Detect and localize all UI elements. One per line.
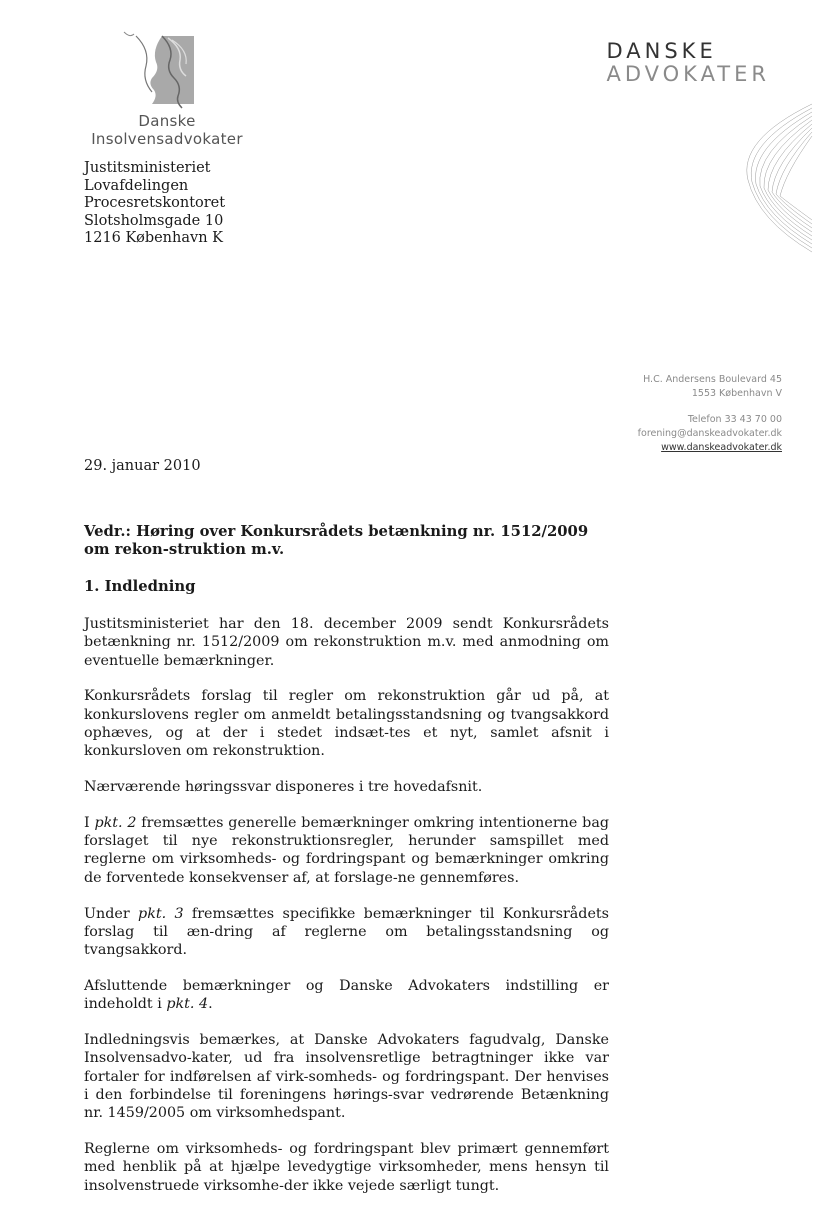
letter-body (84, 523, 609, 1212)
recipient-address (84, 160, 225, 248)
danske-insolvensadvokater-logo (82, 30, 252, 148)
logo-left-line2: Insolvensadvokater (91, 130, 243, 148)
sender-website-link[interactable]: www.danskeadvokater.dk (661, 442, 782, 453)
sender-phone: Telefon 33 43 70 00 (687, 414, 782, 425)
section-reference: pkt. 3 (138, 905, 184, 922)
paragraph: Nærværende høringssvar disponeres i tre hovedafsnit. (84, 779, 483, 796)
face-logo-icon (122, 30, 196, 110)
paragraph: Under pkt. 3 fremsættes specifikke bemærkninger til Konkursrådets forslag til æn-dring af reglerne om betalingsstandsning og tvangsakkord. (84, 905, 609, 959)
sender-email[interactable]: forening@danskeadvokater.dk (637, 428, 782, 439)
paragraph: Reglerne om virksomheds- og fordringspant blev primært gennemført med henblik på at hjælpe levedygtige virksomheder, mens hensyn til insolvenstruede virksomhe-der ikke vejede særligt tungt. (84, 1141, 609, 1194)
logo-right-line1: DANSKE (606, 39, 717, 63)
sender-city: 1553 København V (691, 388, 782, 399)
danske-advokater-logo (606, 40, 770, 86)
decorative-swirl-icon (728, 100, 814, 260)
paragraph: Indledningsvis bemærkes, at Danske Advokaters fagudvalg, Danske Insolvensadvo-kater, ud fra insolvensretlige betragtninger ikke var fortaler for indførelsen af virk-somheds- og fordringspant. Der henvises i den forbindelse til foreningens hørings-svar vedrørende Betænkning nr. 1459/2005 om virksomhedspant. (84, 1032, 609, 1122)
paragraph: Justitsministeriet har den 18. december 2009 sendt Konkursrådets betænkning nr. 1512/2009 om rekonstruktion m.v. med anmodning om eventuelle bemærkninger. (84, 616, 609, 669)
recipient-line: Procesretskontoret (84, 195, 226, 211)
logo-left-line1: Danske (138, 112, 196, 130)
paragraph: I pkt. 2 fremsættes generelle bemærkninger omkring intentionerne bag forslaget til nye rekonstruktionsregler, herunder samspillet med reglerne om virksomheds- og fordringspant og bemærkninger omkring de forventede konsekvenser af, at forslage-ne gennemføres. (84, 814, 609, 886)
logo-right-line2: ADVOKATER (606, 62, 770, 86)
section-reference: pkt. 4 (166, 996, 209, 1013)
sender-street: H.C. Andersens Boulevard 45 (643, 374, 782, 385)
recipient-line: Justitsministeriet (84, 160, 211, 176)
letter-date: 29. januar 2010 (84, 458, 201, 474)
recipient-line: Lovafdelingen (84, 177, 189, 194)
sender-info (638, 373, 782, 455)
recipient-line: Slotsholmsgade 10 (84, 212, 224, 229)
paragraph: Konkursrådets forslag til regler om rekonstruktion går ud på, at konkurslovens regler om anmeldt betalingsstandsning og tvangsakkord ophæves, og at der i stedet indsæt-tes et nyt, samlet afsnit i konkursloven om rekonstruktion. (84, 688, 609, 760)
section-reference: pkt. 2 (94, 814, 137, 831)
subject-heading: Vedr.: Høring over Konkursrådets betænkning nr. 1512/2009 om rekon-struktion m.v. (84, 523, 589, 558)
section-heading: 1. Indledning (84, 578, 196, 595)
recipient-line: 1216 København K (84, 230, 223, 246)
paragraph: Afsluttende bemærkninger og Danske Advokaters indstilling er indeholdt i pkt. 4. (84, 977, 609, 1013)
